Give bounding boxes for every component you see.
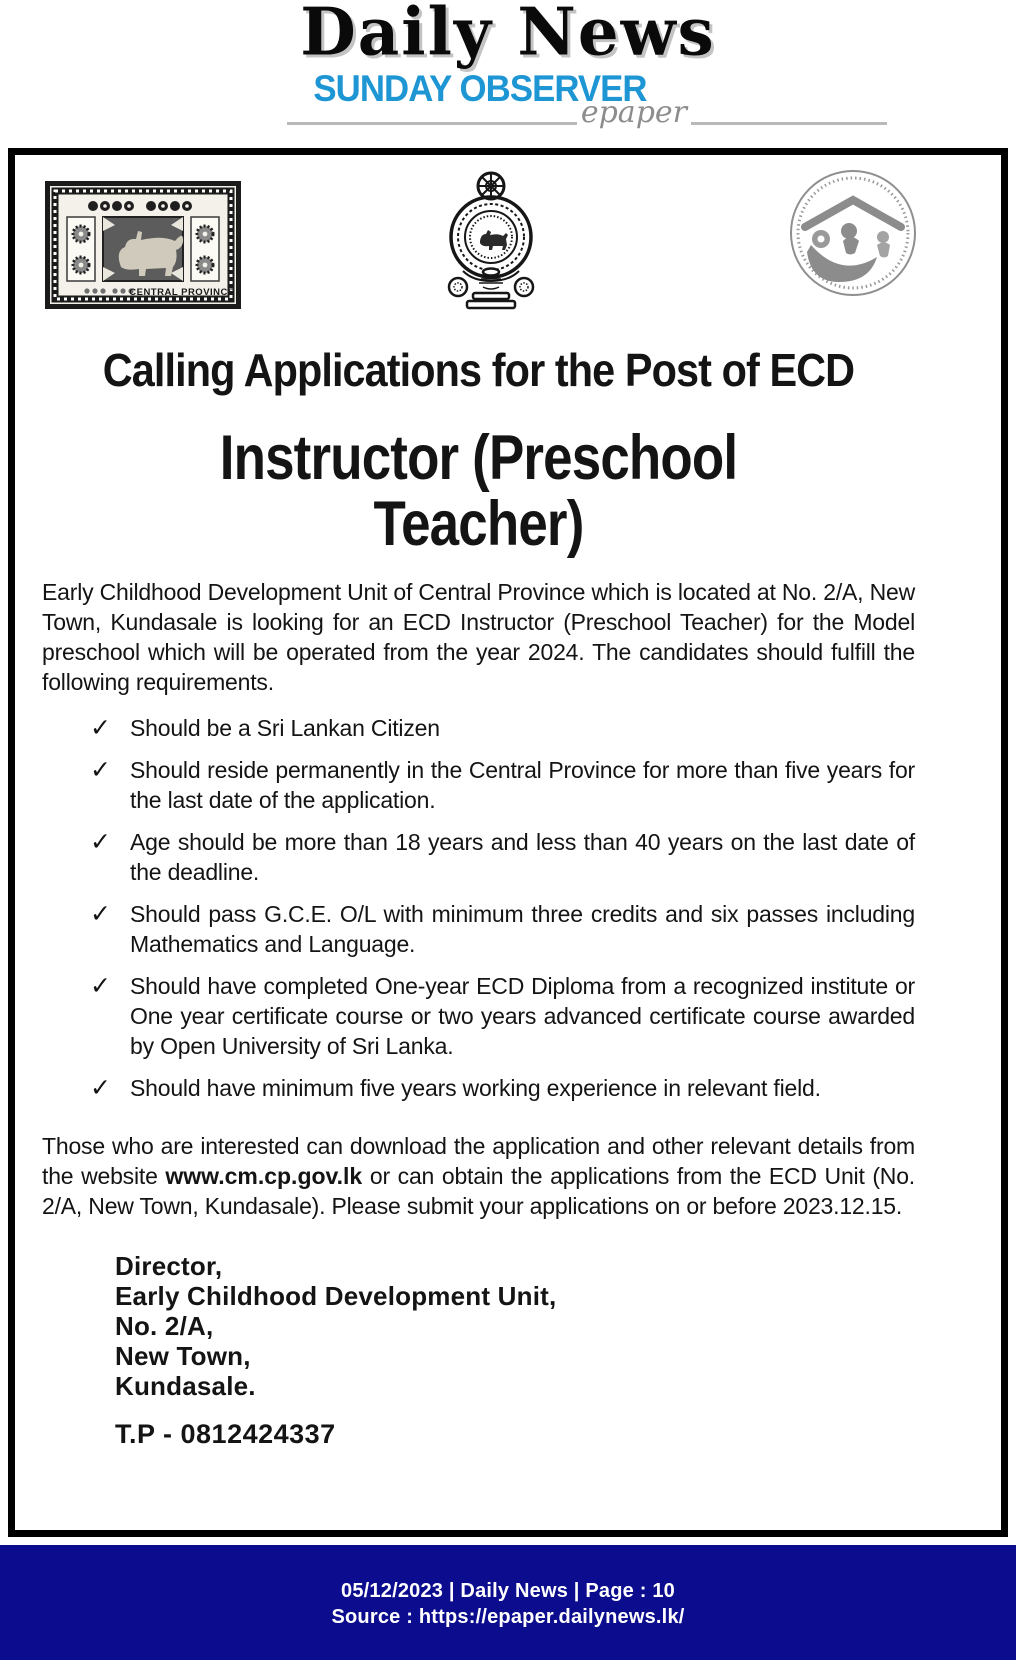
central-province-caption: CENTRAL PROVINCE xyxy=(129,287,235,298)
footer-source-line: Source : https://epaper.dailynews.lk/ xyxy=(331,1606,685,1628)
requirement-text: Should have completed One-year ECD Diploma from a recognized institute or One year certificate course or two years advanced certificate course awarded by Open University of Sri Lanka. xyxy=(130,973,915,1059)
epaper-rule xyxy=(287,96,887,128)
requirement-item xyxy=(42,899,915,959)
requirement-item xyxy=(42,827,915,887)
check-icon: ✓ xyxy=(90,972,111,1000)
check-icon: ✓ xyxy=(90,828,111,856)
daily-news-masthead: Daily News xyxy=(300,0,716,71)
epaper-header xyxy=(0,0,1016,148)
check-icon: ✓ xyxy=(90,714,111,742)
ad-text-column xyxy=(15,345,1001,1450)
requirement-item xyxy=(42,1073,915,1103)
closing-after-link: or can obtain the applications from the ECD Unit (No. 2/A, New Town, Kundasale). Please submit your applications on or before 2023.12.15. xyxy=(42,1163,915,1219)
logos-row xyxy=(15,155,1001,325)
check-icon: ✓ xyxy=(90,900,111,928)
requirement-text: Should have minimum five years working experience in relevant field. xyxy=(130,1075,821,1101)
advertisement-box xyxy=(8,148,1008,1537)
footer-meta-line: 05/12/2023 | Daily News | Page : 10 xyxy=(341,1580,675,1602)
requirement-text: Should reside permanently in the Central Province for more than five years for the last date of the application. xyxy=(130,757,915,813)
ad-title-line1: Calling Applications for the Post of ECD xyxy=(102,344,855,396)
requirement-text: Should pass G.C.E. O/L with minimum three credits and six passes including Mathematics and Language. xyxy=(130,901,915,957)
epaper-label: epaper xyxy=(580,95,687,130)
ecd-unit-logo-icon xyxy=(787,167,919,299)
intro-paragraph: Early Childhood Development Unit of Central Province which is located at No. 2/A, New Town, Kundasale is looking for an ECD Instructor (Preschool Teacher) for the Model preschool which will be operated from the year 2024. The candidates should fulfill the following requirements. xyxy=(42,579,915,695)
requirements-list xyxy=(42,713,915,1103)
rule-line xyxy=(691,122,887,125)
ad-title-line2: Instructor (Preschool Teacher) xyxy=(219,423,738,559)
requirement-item xyxy=(42,755,915,815)
sri-lanka-national-emblem-icon xyxy=(443,169,539,315)
epaper-footer xyxy=(0,1545,1016,1660)
requirement-text: Age should be more than 18 years and less than 40 years on the last date of the deadline. xyxy=(130,829,915,885)
signature-block xyxy=(115,1251,915,1401)
sunday-observer-title: SUNDAY OBSERVER xyxy=(313,68,647,109)
phone-number: T.P - 0812424337 xyxy=(115,1419,336,1449)
closing-before-link: Those who are interested can download the application and other relevant details from the website xyxy=(42,1133,915,1189)
check-icon: ✓ xyxy=(90,1074,111,1102)
signature-line: No. 2/A, xyxy=(115,1311,214,1341)
central-province-emblem-icon xyxy=(45,181,241,309)
rule-line xyxy=(287,122,577,125)
signature-line: New Town, xyxy=(115,1341,251,1371)
signature-line: Kundasale. xyxy=(115,1371,256,1401)
requirement-item xyxy=(42,971,915,1061)
check-icon: ✓ xyxy=(90,756,111,784)
closing-paragraph xyxy=(42,1131,915,1221)
website-url: www.cm.cp.gov.lk xyxy=(165,1163,363,1189)
signature-line: Director, xyxy=(115,1251,223,1281)
signature-line: Early Childhood Development Unit, xyxy=(115,1281,557,1311)
requirement-item xyxy=(42,713,915,743)
requirement-text: Should be a Sri Lankan Citizen xyxy=(130,715,440,741)
